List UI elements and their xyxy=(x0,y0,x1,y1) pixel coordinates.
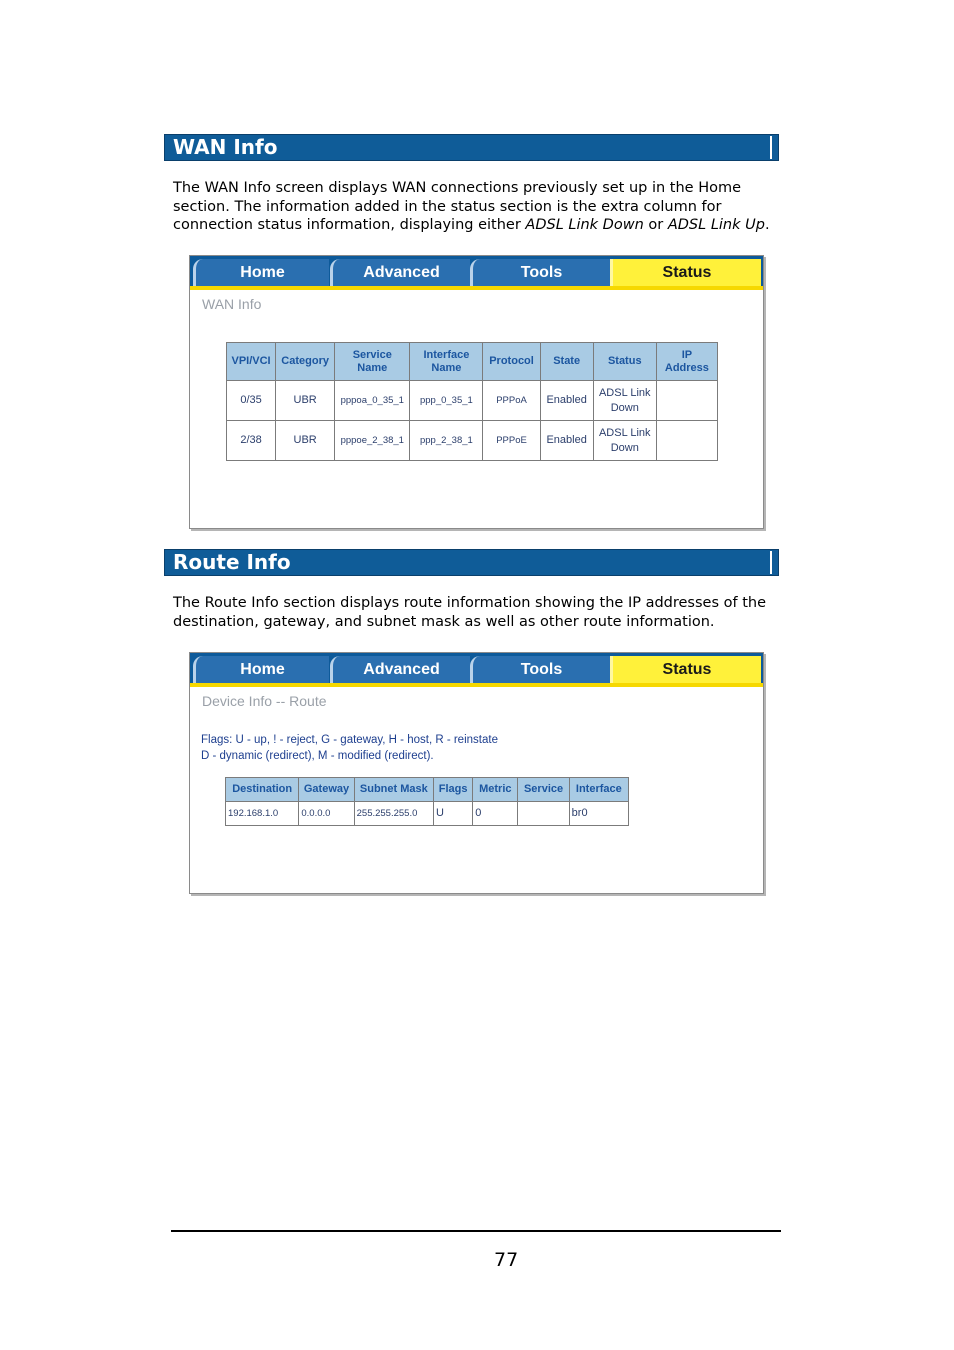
route-info-screenshot xyxy=(189,652,764,894)
table-cell: 255.255.255.0 xyxy=(354,802,433,826)
table-cell xyxy=(656,381,717,421)
wan-info-description xyxy=(173,179,773,235)
column-header: Protocol xyxy=(483,343,540,381)
column-header: Flags xyxy=(434,778,473,802)
table-cell: 0.0.0.0 xyxy=(299,802,354,826)
table-cell: PPPoE xyxy=(483,421,540,461)
table-cell xyxy=(518,802,569,826)
column-header: Service Name xyxy=(335,343,410,381)
table-cell: 0 xyxy=(473,802,518,826)
table-cell: 0/35 xyxy=(227,381,276,421)
tab-status[interactable]: Status xyxy=(610,259,761,286)
tab-advanced[interactable]: Advanced xyxy=(330,259,470,286)
column-header: Metric xyxy=(473,778,518,802)
column-header: State xyxy=(540,343,593,381)
wan-desc-text-2: or xyxy=(643,217,668,233)
tab-home[interactable]: Home xyxy=(193,656,329,683)
route-info-section-title: Route Info xyxy=(173,550,291,574)
table-row xyxy=(227,421,718,461)
column-header: Gateway xyxy=(299,778,354,802)
table-cell: Enabled xyxy=(540,381,593,421)
column-header: Status xyxy=(593,343,656,381)
nav-tab-bar xyxy=(190,256,763,290)
table-cell: UBR xyxy=(276,421,335,461)
wan-info-section-title: WAN Info xyxy=(173,135,278,159)
tab-advanced[interactable]: Advanced xyxy=(330,656,470,683)
tab-tools[interactable]: Tools xyxy=(470,656,610,683)
table-cell: 192.168.1.0 xyxy=(226,802,299,826)
table-cell: ADSL Link Down xyxy=(593,421,656,461)
route-info-description: The Route Info section displays route information showing the IP addresses of the destination, gateway, and subnet mask as well as other route information. xyxy=(173,595,766,630)
page-number: 77 xyxy=(494,1249,519,1271)
section-bar-divider xyxy=(770,551,772,574)
table-row xyxy=(227,381,718,421)
flags-line-1: Flags: U - up, ! - reject, G - gateway, H - host, R - reinstate xyxy=(201,734,498,746)
page-heading: WAN Info xyxy=(202,296,262,312)
table-cell: br0 xyxy=(569,802,628,826)
column-header: Subnet Mask xyxy=(354,778,433,802)
route-info-table xyxy=(225,777,629,826)
table-cell: pppoe_2_38_1 xyxy=(335,421,410,461)
column-header: Destination xyxy=(226,778,299,802)
table-cell: pppoa_0_35_1 xyxy=(335,381,410,421)
column-header: Category xyxy=(276,343,335,381)
wan-desc-em-1: ADSL Link Down xyxy=(525,217,644,233)
table-cell xyxy=(656,421,717,461)
wan-info-screenshot xyxy=(189,255,764,529)
table-cell: UBR xyxy=(276,381,335,421)
page-heading: Device Info -- Route xyxy=(202,693,327,709)
nav-tab-bar xyxy=(190,653,763,687)
wan-info-section-header xyxy=(164,134,779,161)
table-cell: ADSL Link Down xyxy=(593,381,656,421)
column-header: VPI/VCI xyxy=(227,343,276,381)
wan-desc-text-3: . xyxy=(764,217,770,233)
column-header: Interface Name xyxy=(410,343,483,381)
table-cell: ppp_0_35_1 xyxy=(410,381,483,421)
table-cell: PPPoA xyxy=(483,381,540,421)
route-flags-legend xyxy=(201,733,498,764)
route-info-section-header xyxy=(164,549,779,576)
table-row xyxy=(226,802,629,826)
column-header: IP Address xyxy=(656,343,717,381)
table-cell: 2/38 xyxy=(227,421,276,461)
wan-desc-em-2: ADSL Link Up xyxy=(667,217,765,233)
column-header: Interface xyxy=(569,778,628,802)
table-cell: Enabled xyxy=(540,421,593,461)
tab-tools[interactable]: Tools xyxy=(470,259,610,286)
table-cell: U xyxy=(434,802,473,826)
column-header: Service xyxy=(518,778,569,802)
wan-info-table xyxy=(226,342,718,461)
tab-home[interactable]: Home xyxy=(193,259,329,286)
footer-rule xyxy=(171,1230,781,1232)
tab-status[interactable]: Status xyxy=(610,656,761,683)
wan-desc-text-1: The WAN Info screen displays WAN connections previously set up in the Home section. The information added in the status section is the extra column for connection status information, displaying either xyxy=(173,180,742,233)
section-bar-divider xyxy=(770,136,772,159)
flags-line-2: D - dynamic (redirect), M - modified (redirect). xyxy=(201,749,434,762)
table-cell: ppp_2_38_1 xyxy=(410,421,483,461)
